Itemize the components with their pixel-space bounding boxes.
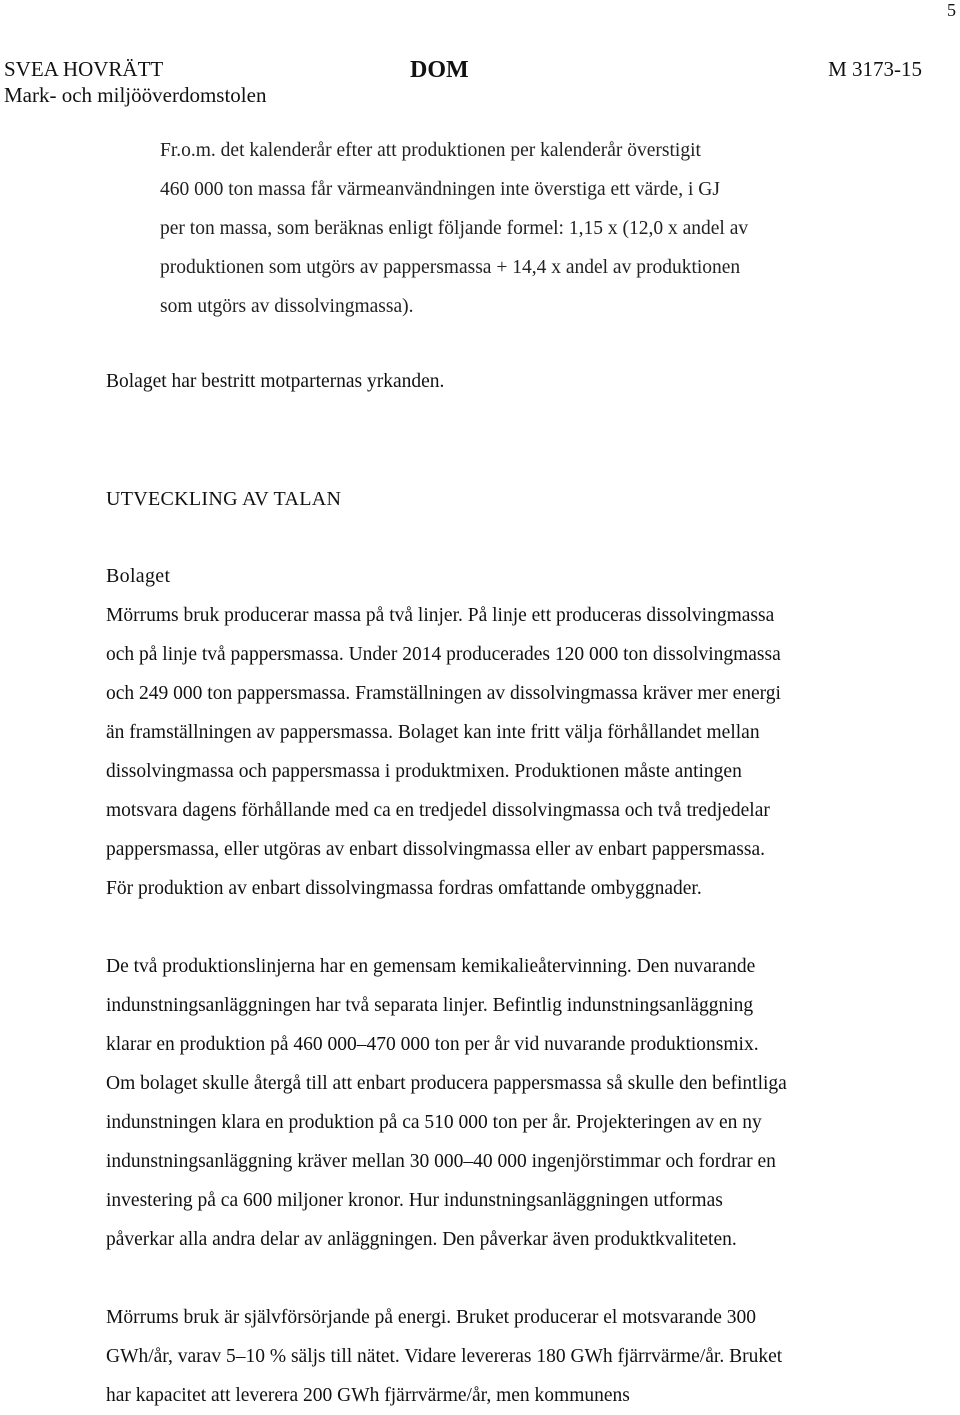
paragraph-line: har kapacitet att leverera 200 GWh fjärrvärme/år, men kommunens [106,1385,630,1406]
paragraph-line: dissolvingmassa och pappersmassa i produktmixen. Produktionen måste antingen [106,761,742,782]
paragraph-line: De två produktionslinjerna har en gemensam kemikalieåtervinning. Den nuvarande [106,956,756,977]
case-number: M 3173-15 [828,57,922,81]
court-division: Mark- och miljööverdomstolen [4,83,267,107]
paragraph-line: För produktion av enbart dissolvingmassa fordras omfattande ombyggnader. [106,878,702,899]
paragraph-energy [106,1298,936,1415]
paragraph-line: indunstningsanläggning kräver mellan 30 000–40 000 ingenjörstimmar och fordrar en [106,1151,776,1172]
paragraph-line: indunstningen klara en produktion på ca 510 000 ton per år. Projekteringen av en ny [106,1112,762,1133]
paragraph-line: Om bolaget skulle återgå till att enbart producera pappersmassa så skulle den befintliga [106,1073,787,1094]
section-heading: UTVECKLING AV TALAN [106,488,342,510]
paragraph-line: påverkar alla andra delar av anläggningen. Den påverkar även produktkvaliteten. [106,1229,737,1250]
paragraph-line: GWh/år, varav 5–10 % säljs till nätet. Vidare levereras 180 GWh fjärrvärme/år. Bruket [106,1346,783,1367]
court-name: SVEA HOVRÄTT [4,57,164,81]
paragraph-line: och på linje två pappersmassa. Under 2014 producerades 120 000 ton dissolvingmassa [106,644,781,665]
paragraph-production-lines [106,596,936,908]
contest-sentence: Bolaget har bestritt motparternas yrkanden. [106,371,445,392]
paragraph-line: indunstningsanläggningen har två separata linjer. Befintlig indunstningsanläggning [106,995,754,1016]
paragraph-line: klarar en produktion på 460 000–470 000 ton per år vid nuvarande produktionsmix. [106,1034,759,1055]
paragraph-line: och 249 000 ton pappersmassa. Framställningen av dissolvingmassa kräver mer energi [106,683,781,704]
document-type: DOM [410,57,469,83]
paragraph-line: investering på ca 600 miljoner kronor. Hur indunstningsanläggningen utformas [106,1190,723,1211]
party-heading: Bolaget [106,565,171,587]
quote-line: per ton massa, som beräknas enligt följande formel: 1,15 x (12,0 x andel av [160,218,749,239]
page-number: 5 [947,0,956,20]
quote-line: produktionen som utgörs av pappersmassa + 14,4 x andel av produktionen [160,257,741,278]
paragraph-line: Mörrums bruk producerar massa på två linjer. På linje ett produceras dissolvingmassa [106,605,775,626]
paragraph-line: pappersmassa, eller utgöras av enbart dissolvingmassa eller av enbart pappersmassa. [106,839,765,860]
quote-line: Fr.o.m. det kalenderår efter att produktionen per kalenderår överstigit [160,140,701,161]
paragraph-line: Mörrums bruk är självförsörjande på energi. Bruket producerar el motsvarande 300 [106,1307,756,1328]
paragraph-chemical-recovery [106,947,936,1259]
quote-line: 460 000 ton massa får värmeanvändningen inte överstiga ett värde, i GJ [160,179,720,200]
paragraph-line: än framställningen av pappersmassa. Bolaget kan inte fritt välja förhållandet mellan [106,722,760,743]
quote-line: som utgörs av dissolvingmassa). [160,296,414,317]
quoted-condition [160,131,900,326]
paragraph-line: motsvara dagens förhållande med ca en tredjedel dissolvingmassa och två tredjedelar [106,800,770,821]
